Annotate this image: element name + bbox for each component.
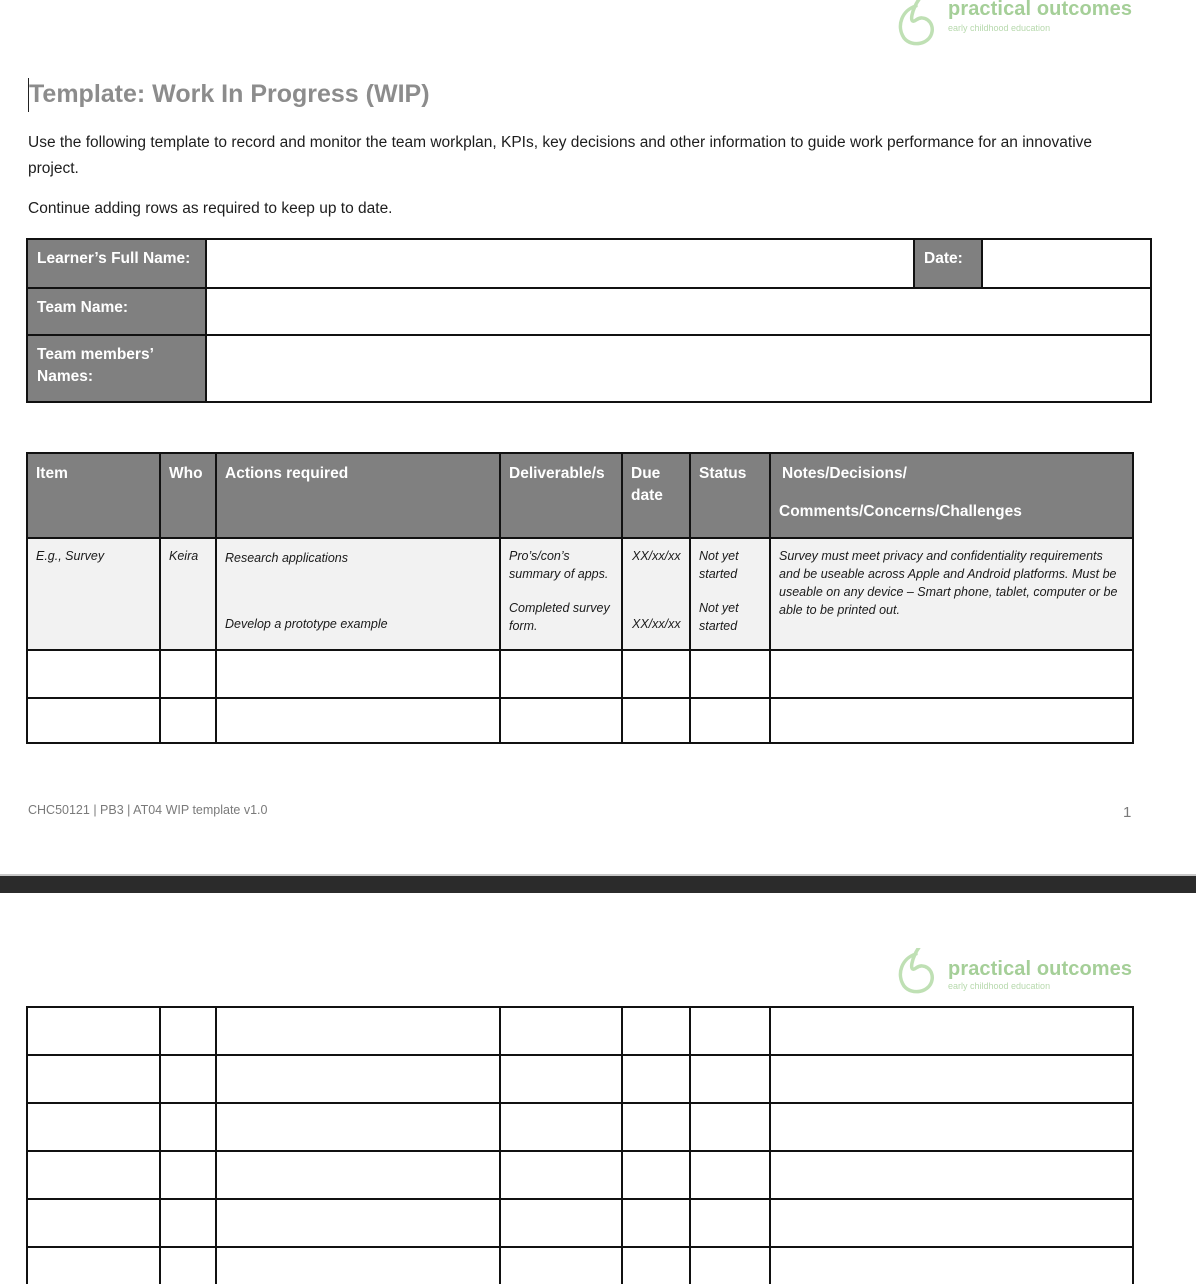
example-who: Keira [160,538,216,650]
table-cell[interactable] [500,1199,622,1247]
table-cell[interactable] [216,1247,500,1284]
table-cell[interactable] [27,1055,160,1103]
header-who: Who [160,453,216,538]
logo-tagline: early childhood education [948,23,1051,33]
wip-table-continued [26,1006,1134,1284]
example-due-date: XX/xx/xx XX/xx/xx [622,538,690,650]
header-deliverables: Deliverable/s [500,453,622,538]
table-cell[interactable] [160,1247,216,1284]
table-cell[interactable] [500,1151,622,1199]
table-cell[interactable] [622,698,690,743]
table-cell[interactable] [500,1007,622,1055]
table-cell[interactable] [622,1151,690,1199]
table-cell[interactable] [27,1103,160,1151]
table-cell[interactable] [216,1199,500,1247]
table-cell[interactable] [690,1151,770,1199]
table-cell[interactable] [27,698,160,743]
table-cell[interactable] [770,1151,1133,1199]
table-cell[interactable] [216,698,500,743]
example-deliverables: Pro’s/con’s summary of apps. Completed survey form. [500,538,622,650]
table-cell[interactable] [500,1103,622,1151]
table-cell[interactable] [622,1247,690,1284]
header-actions: Actions required [216,453,500,538]
table-cell[interactable] [622,650,690,698]
team-members-label: Team members’ Names: [27,335,206,402]
table-cell[interactable] [690,698,770,743]
table-cell[interactable] [160,1007,216,1055]
table-cell[interactable] [500,1055,622,1103]
table-cell[interactable] [160,1103,216,1151]
table-cell[interactable] [500,1247,622,1284]
footer-page-number: 1 [1123,804,1132,821]
wip-table [26,452,1134,744]
table-cell[interactable] [770,698,1133,743]
logo-name: practical outcomes [948,958,1133,980]
practical-outcomes-logo [894,948,1144,996]
example-item: E.g., Survey [27,538,160,650]
table-cell[interactable] [216,1151,500,1199]
table-cell[interactable] [27,1199,160,1247]
team-name-field[interactable] [206,288,1151,335]
table-row [27,1151,1133,1199]
table-cell[interactable] [500,698,622,743]
table-cell[interactable] [690,1055,770,1103]
team-name-label: Team Name: [27,288,206,335]
table-cell[interactable] [160,698,216,743]
page-separator [0,874,1196,893]
footer-doc-code: CHC50121 | PB3 | AT04 WIP template v1.0 [28,803,268,817]
learner-name-label: Learner’s Full Name: [27,239,206,288]
table-cell[interactable] [622,1055,690,1103]
example-notes: Survey must meet privacy and confidentiality requirements and be useable across Apple and Android platforms. Must be useable on any device – Smart phone, tablet, computer or be able to be printed out. [770,538,1133,650]
example-row [27,538,1133,650]
table-cell[interactable] [770,1055,1133,1103]
logo-tagline: early childhood education [948,981,1051,991]
table-row [27,1055,1133,1103]
practical-outcomes-logo [894,0,1144,48]
table-cell[interactable] [27,650,160,698]
table-cell[interactable] [690,1103,770,1151]
table-cell[interactable] [216,1055,500,1103]
table-cell[interactable] [160,650,216,698]
table-cell[interactable] [690,1247,770,1284]
table-cell[interactable] [622,1103,690,1151]
page-title: Template: Work In Progress (WIP) [29,80,430,108]
table-cell[interactable] [622,1007,690,1055]
logo-mark-icon [894,0,938,48]
table-row [27,650,1133,698]
date-label: Date: [914,239,982,288]
team-members-field[interactable] [206,335,1151,402]
header-status: Status [690,453,770,538]
table-cell[interactable] [27,1247,160,1284]
header-item: Item [27,453,160,538]
table-cell[interactable] [770,1247,1133,1284]
table-cell[interactable] [690,1007,770,1055]
date-field[interactable] [982,239,1151,288]
table-row [27,1007,1133,1055]
table-cell[interactable] [216,1103,500,1151]
table-cell[interactable] [160,1055,216,1103]
table-cell[interactable] [770,1103,1133,1151]
header-due-date: Due date [622,453,690,538]
intro-paragraph: Use the following template to record and monitor the team workplan, KPIs, key decisions and other information to guide work performance for an innovative project. [28,134,1093,177]
learner-name-field[interactable] [206,239,914,288]
table-cell[interactable] [27,1007,160,1055]
table-cell[interactable] [770,1199,1133,1247]
logo-name: practical outcomes [948,0,1133,20]
table-cell[interactable] [160,1199,216,1247]
table-cell[interactable] [622,1199,690,1247]
table-cell[interactable] [770,650,1133,698]
example-status: Not yet started Not yet started [690,538,770,650]
table-cell[interactable] [500,650,622,698]
example-actions: Research applications Develop a prototype example [216,538,500,650]
table-cell[interactable] [690,1199,770,1247]
table-cell[interactable] [27,1151,160,1199]
table-cell[interactable] [216,1007,500,1055]
page-2 [0,893,1196,1284]
learner-info-table [26,238,1152,403]
table-cell[interactable] [216,650,500,698]
table-cell[interactable] [160,1151,216,1199]
table-cell[interactable] [690,650,770,698]
table-cell[interactable] [770,1007,1133,1055]
table-row [27,698,1133,743]
logo-mark-icon [894,948,938,996]
table-row [27,1199,1133,1247]
table-row [27,1103,1133,1151]
header-notes: Notes/Decisions/ Comments/Concerns/Challenges [770,453,1133,538]
instruction-paragraph: Continue adding rows as required to keep up to date. [28,200,393,217]
table-row [27,1247,1133,1284]
